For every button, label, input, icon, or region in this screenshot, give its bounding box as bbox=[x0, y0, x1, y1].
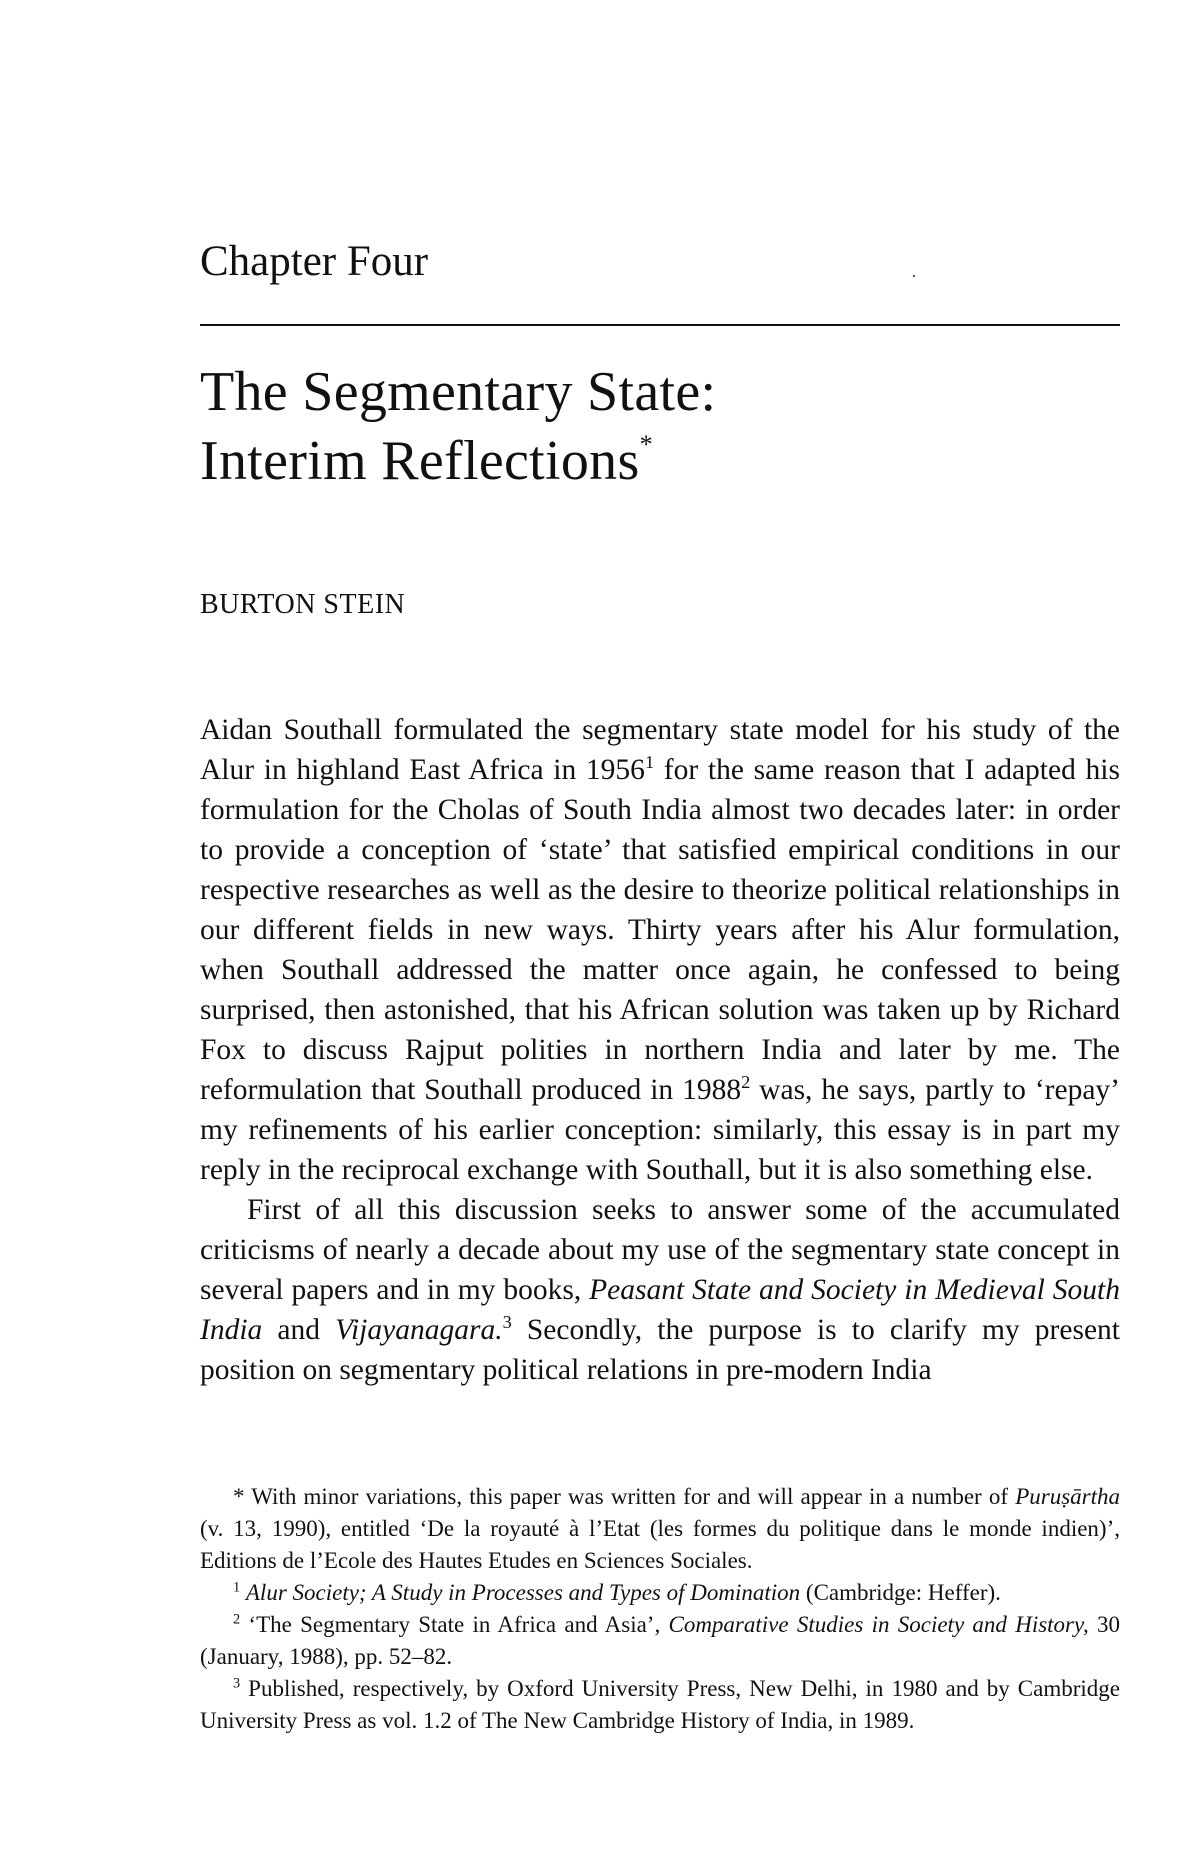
footnote-3 bbox=[200, 1673, 1120, 1737]
footnote-star-text-a: With minor variations, this paper was written for and will appear in a number of bbox=[244, 1484, 1016, 1509]
book-title-vijayanagara: Vijayanagara. bbox=[335, 1314, 503, 1346]
footnote-3-text: Published, respectively, by Oxford University Press, New Delhi, in 1980 and by Cambridge University Press as vol. 1.2 of The New Cambridge History of India, in 1989. bbox=[200, 1676, 1120, 1733]
footnote-3-marker: 3 bbox=[233, 1675, 241, 1692]
book-page bbox=[200, 0, 1120, 1866]
journal-title-comparative-studies: Comparative Studies in Society and History, bbox=[668, 1612, 1089, 1637]
chapter-label: Chapter Four bbox=[200, 238, 429, 285]
footnote-1-text: (Cambridge: Heffer). bbox=[800, 1580, 1001, 1605]
body-text bbox=[200, 710, 1120, 1390]
paragraph-2 bbox=[200, 1190, 1120, 1390]
paragraph-1-text-a: Aidan Southall formulated the segmentary state model for his study of the Alur in highland East Africa in 1956 bbox=[200, 714, 1120, 786]
footnote-star-marker: * bbox=[233, 1484, 245, 1509]
footnote-1 bbox=[200, 1577, 1120, 1609]
journal-title-purusartha: Puruṣārtha bbox=[1015, 1484, 1120, 1509]
paragraph-1 bbox=[200, 710, 1120, 1190]
paragraph-2-conjunction: and bbox=[262, 1314, 336, 1346]
title-rule bbox=[200, 324, 1120, 326]
title-line-1: The Segmentary State: bbox=[200, 361, 717, 423]
footnote-2 bbox=[200, 1609, 1120, 1673]
footnotes bbox=[200, 1481, 1120, 1737]
footnote-star-text-b: (v. 13, 1990), entitled ‘De la royauté à l’Etat (les formes du politique dans le monde indien)’, Editions de l’Ecole des Hautes Etudes en Sciences Sociales. bbox=[200, 1516, 1120, 1573]
paragraph-2-text-a: First of all this discussion seeks to answer some of the accumulated criticisms of nearly a decade about my use of the segmentary state concept in several papers and in my books, bbox=[200, 1194, 1120, 1306]
footnote-ref-1: 1 bbox=[644, 752, 655, 773]
book-title-peasant-state: Peasant State and Society in Medieval South India bbox=[200, 1274, 1120, 1346]
book-title-alur-society: Alur Society; A Study in Processes and Types of Domination bbox=[245, 1580, 801, 1605]
speck-mark bbox=[913, 275, 915, 277]
author-name: BURTON STEIN bbox=[200, 589, 406, 620]
footnote-ref-2: 2 bbox=[741, 1072, 751, 1093]
footnote-2-text-b: 30 (January, 1988), pp. 52–82. bbox=[200, 1612, 1120, 1669]
chapter-title bbox=[200, 358, 716, 496]
footnote-2-marker: 2 bbox=[233, 1611, 241, 1628]
paragraph-1-text-b: for the same reason that I adapted his formulation for the Cholas of South India almost two decades later: in order to provide a conception of ‘state’ that satisfied empirical conditions in our respective researches as well as the desire to theorize political relationships in our different fields in new ways. Thirty years after his Alur formulation, when Southall addressed the matter once again, he confessed to being surprised, then astonished, that his African solution was taken up by Richard Fox to discuss Rajput polities in northern India and later by me. The reformulation that Southall produced in 1988 bbox=[200, 754, 1120, 1106]
footnote-star bbox=[200, 1481, 1120, 1577]
paragraph-2-text-b: Secondly, the purpose is to clarify my present position on segmentary political relations in pre-modern India bbox=[200, 1314, 1120, 1386]
title-line-2: Interim Reflections bbox=[200, 430, 640, 492]
footnote-ref-3: 3 bbox=[502, 1312, 512, 1333]
paragraph-1-text-c: was, he says, partly to ‘repay’ my refinements of his earlier conception: similarly, this essay is in part my reply in the reciprocal exchange with Southall, but it is also something else. bbox=[200, 1074, 1120, 1186]
footnote-1-marker: 1 bbox=[233, 1579, 241, 1596]
footnote-2-text-a: ‘The Segmentary State in Africa and Asia’, bbox=[240, 1612, 669, 1637]
title-footnote-marker: * bbox=[639, 430, 653, 459]
